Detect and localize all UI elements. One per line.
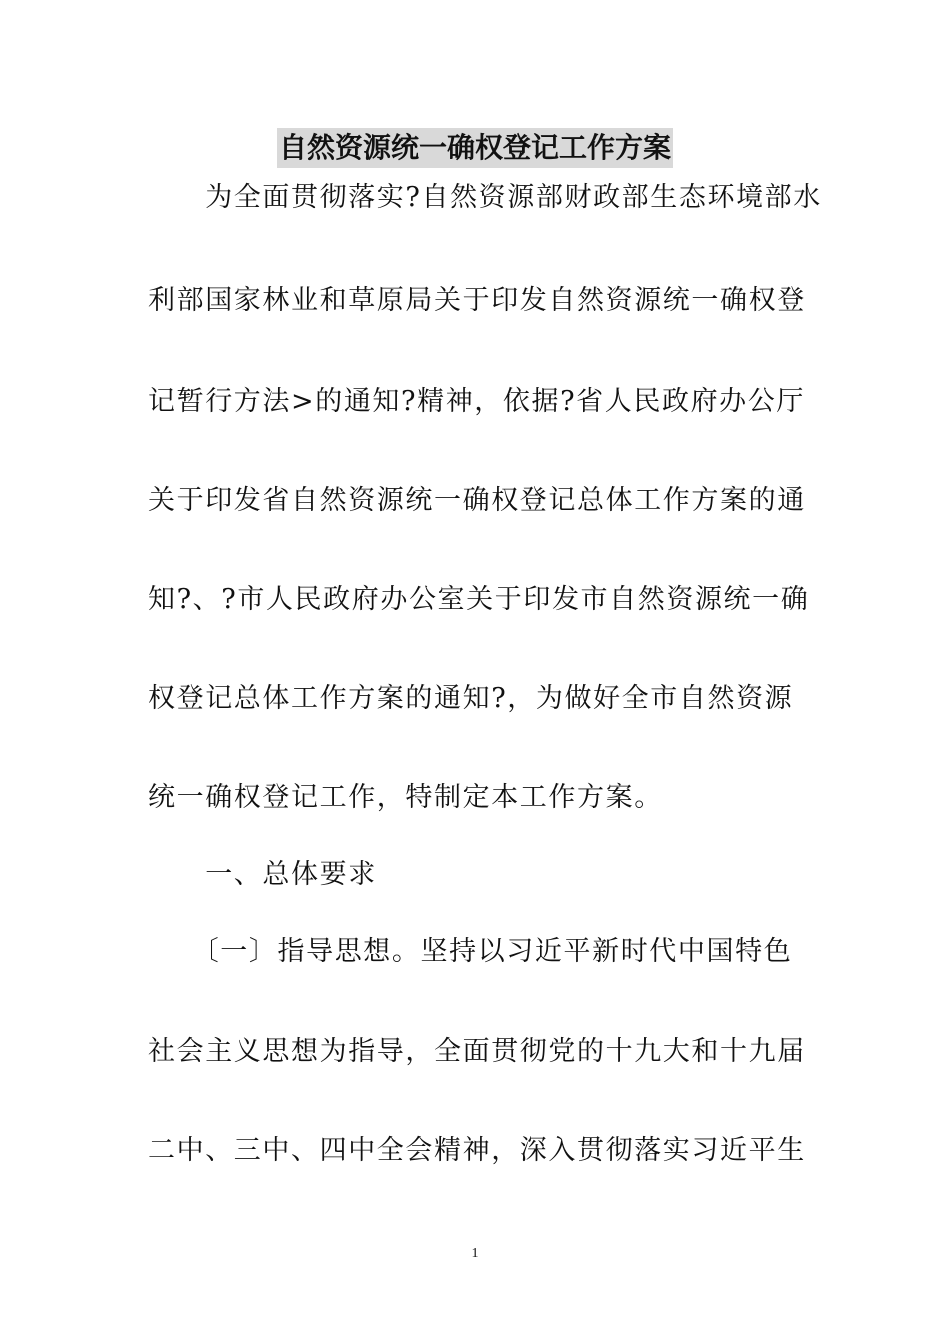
body-line: 利部国家林业和草原局关于印发自然资源统一确权登	[148, 285, 806, 316]
body-line: 记暂行方法>的通知?精神，依据?省人民政府办公厅	[148, 386, 805, 417]
section-heading: 一、总体要求	[148, 859, 377, 890]
body-line: 权登记总体工作方案的通知?，为做好全市自然资源	[148, 683, 794, 714]
body-line: 知?、?市人民政府办公室关于印发市自然资源统一确	[148, 584, 810, 615]
body-line: 关于印发省自然资源统一确权登记总体工作方案的通	[148, 485, 806, 516]
body-line: 社会主义思想为指导，全面贯彻党的十九大和十九届	[148, 1036, 806, 1067]
body-line: 〔一〕指导思想。坚持以习近平新时代中国特色	[148, 936, 793, 967]
body-line: 二中、三中、四中全会精神，深入贯彻落实习近平生	[148, 1135, 806, 1166]
page-number: 1	[471, 1246, 479, 1261]
title-container	[0, 128, 950, 168]
document-title: 自然资源统一确权登记工作方案	[277, 128, 673, 168]
body-line: 统一确权登记工作，特制定本工作方案。	[148, 782, 663, 813]
body-line: 为全面贯彻落实?自然资源部财政部生态环境部水	[148, 182, 822, 213]
